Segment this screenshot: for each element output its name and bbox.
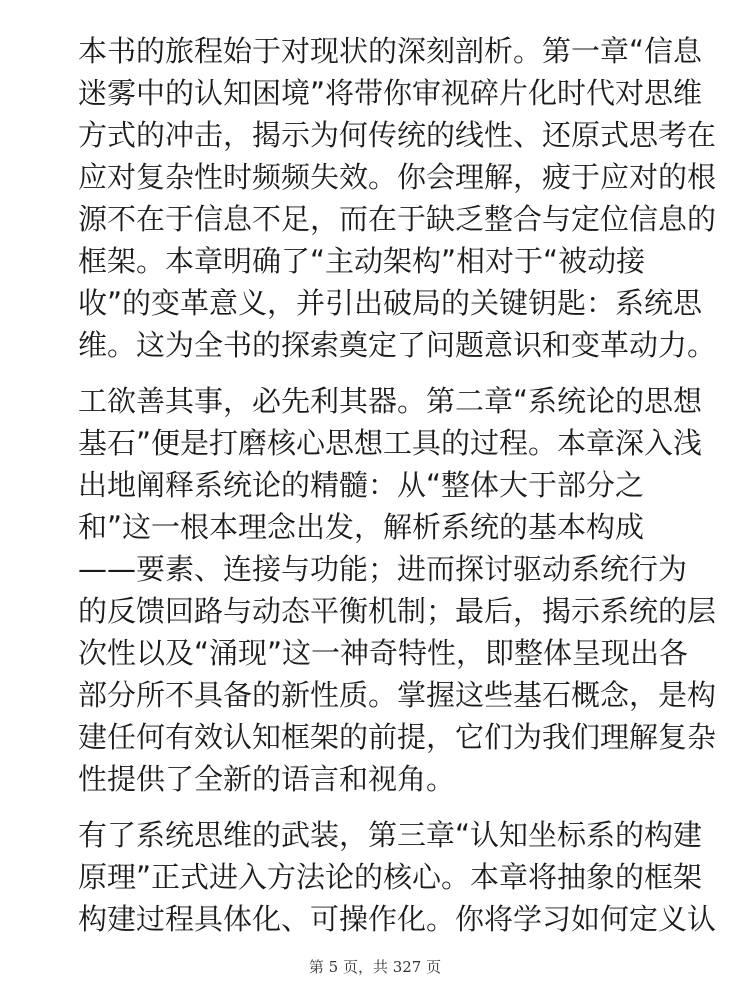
text-line: 源不在于信息不足，而在于缺乏整合与定位信息的 bbox=[78, 202, 717, 236]
text-line: 收”的变革意义，并引出破局的关键钥匙：系统思 bbox=[78, 286, 703, 320]
page-number-footer: 第 5 页，共 327 页 bbox=[308, 958, 442, 976]
text-line: 框架。本章明确了“主动架构”相对于“被动接 bbox=[78, 244, 646, 278]
text-line: 方式的冲击，揭示为何传统的线性、还原式思考在 bbox=[78, 118, 717, 152]
text-line: 次性以及“涌现”这一神奇特性，即整体呈现出各 bbox=[78, 636, 689, 670]
text-line: 基石”便是打磨核心思想工具的过程。本章深入浅 bbox=[78, 426, 703, 460]
text-line: ——要素、连接与功能；进而探讨驱动系统行为 bbox=[78, 552, 688, 586]
text-line: 维。这为全书的探索奠定了问题意识和变革动力。 bbox=[78, 328, 717, 362]
text-line: 部分所不具备的新性质。掌握这些基石概念，是构 bbox=[78, 678, 717, 712]
text-line: 原理”正式进入方法论的核心。本章将抽象的框架 bbox=[78, 860, 703, 894]
paragraph-1 bbox=[78, 30, 717, 366]
text-line: 的反馈回路与动态平衡机制；最后，揭示系统的层 bbox=[78, 594, 717, 628]
text-line: 构建过程具体化、可操作化。你将学习如何定义认 bbox=[78, 902, 717, 936]
text-line: 出地阐释系统论的精髓：从“整体大于部分之 bbox=[78, 468, 645, 502]
text-line: 工欲善其事，必先利其器。第二章“系统论的思想 bbox=[78, 384, 703, 418]
paragraph-2 bbox=[78, 380, 717, 800]
body-text bbox=[78, 30, 717, 954]
text-line: 和”这一根本理念出发，解析系统的基本构成 bbox=[78, 510, 645, 544]
paragraph-3 bbox=[78, 814, 717, 940]
text-line: 应对复杂性时频频失效。你会理解，疲于应对的根 bbox=[78, 160, 717, 194]
text-line: 建任何有效认知框架的前提，它们为我们理解复杂 bbox=[78, 720, 717, 754]
text-line: 有了系统思维的武装，第三章“认知坐标系的构建 bbox=[78, 818, 703, 852]
text-line: 本书的旅程始于对现状的深刻剖析。第一章“信息 bbox=[78, 34, 703, 68]
text-line: 性提供了全新的语言和视角。 bbox=[78, 762, 456, 796]
text-line: 迷雾中的认知困境”将带你审视碎片化时代对思维 bbox=[78, 76, 703, 110]
